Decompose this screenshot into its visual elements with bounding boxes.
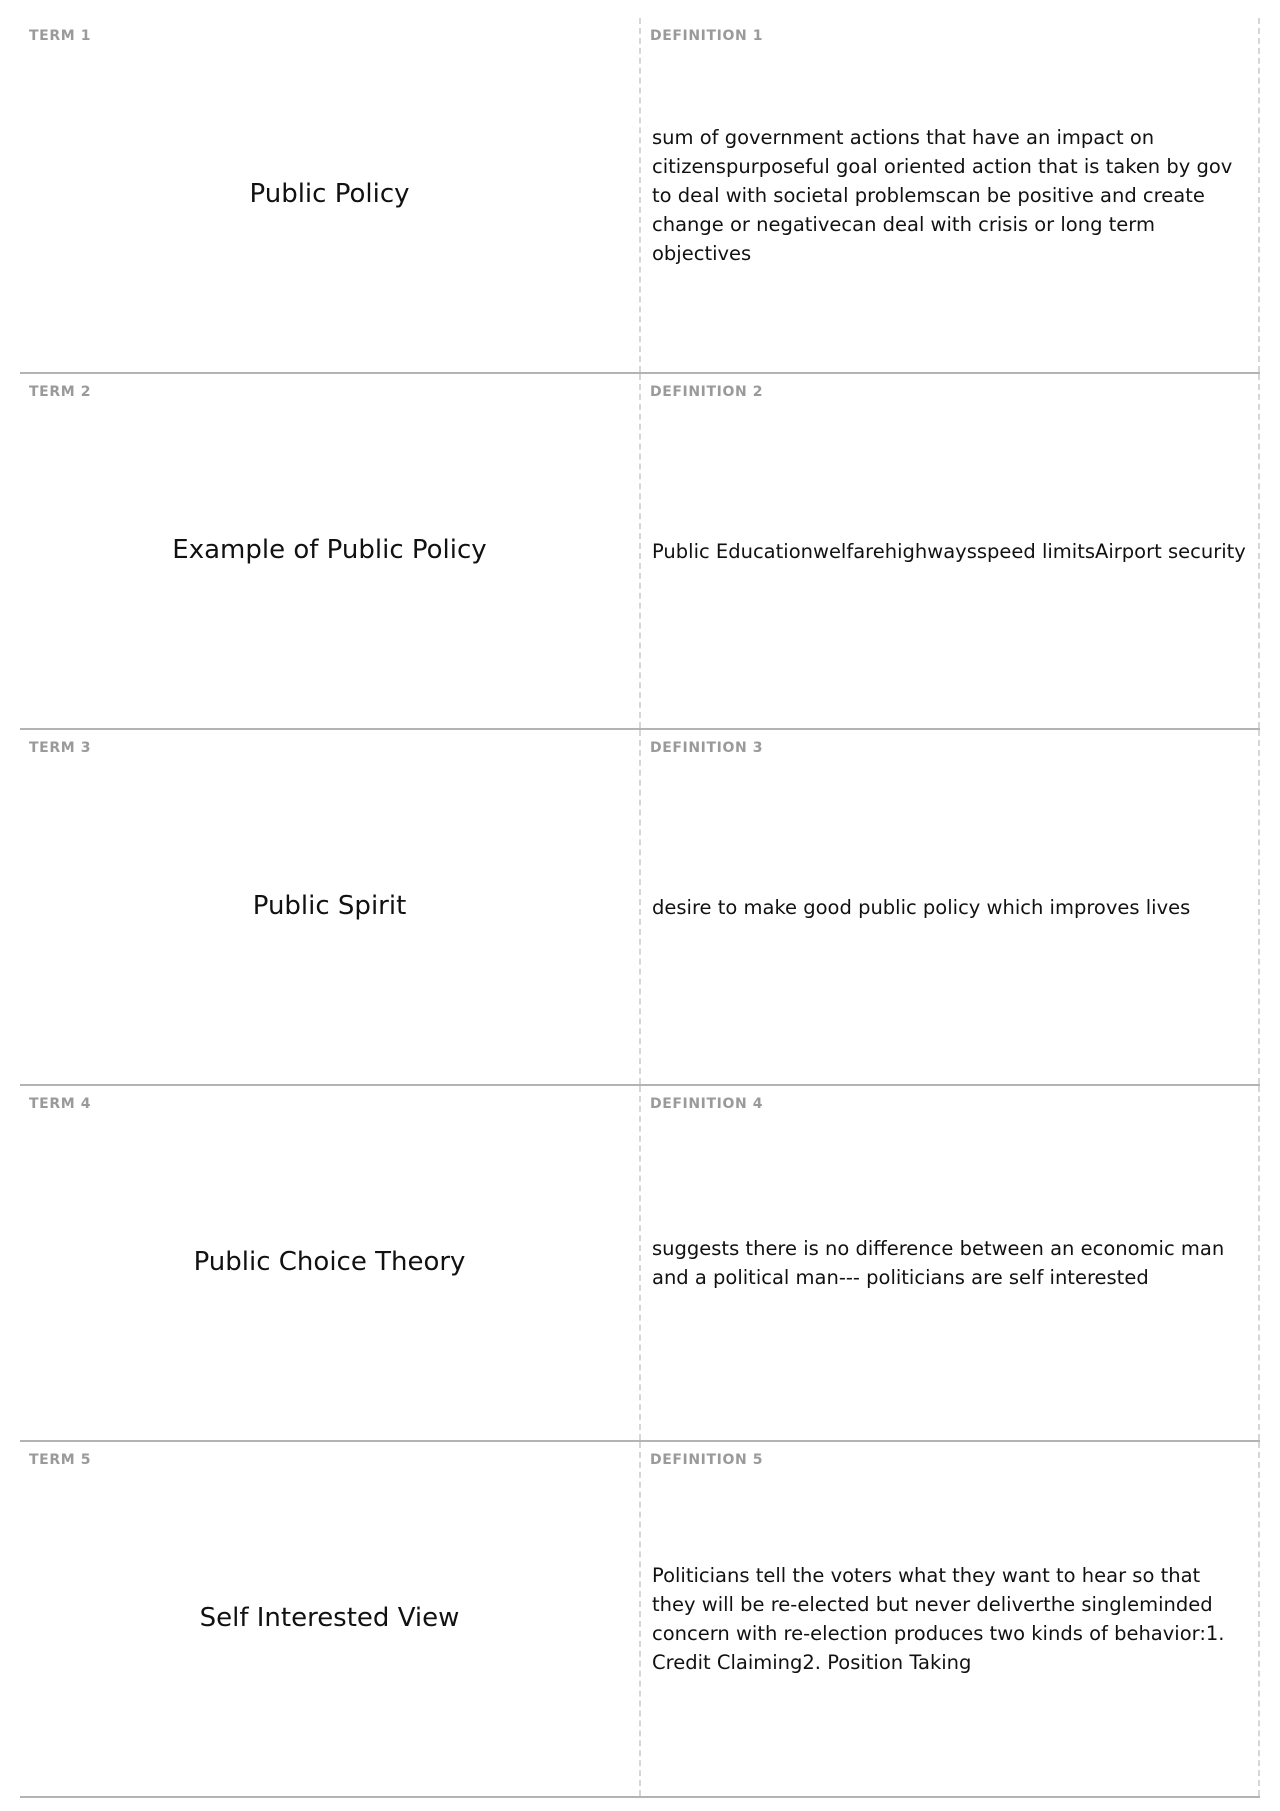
definition-text: Politicians tell the voters what they want to hear so that they will be re-elected but never deliverthe singleminded concern with re-election produces two kinds of behavior:1. Credit Claiming2. Position Taking [652,1564,1225,1674]
flashcard-row [20,374,1260,730]
definition-cell [641,1442,1260,1796]
term-cell [20,1086,641,1440]
term-text: Public Choice Theory [193,1247,466,1278]
term-label: TERM 3 [29,740,92,756]
definition-text: sum of government actions that have an impact on citizenspurposeful goal oriented action that is taken by gov to deal with societal problemscan be positive and create change or negativecan deal with crisis or long term objectives [652,125,1233,265]
term-text: Public Spirit [252,891,407,922]
term-text: Example of Public Policy [172,535,487,566]
flashcard-row [20,730,1260,1086]
term-text: Public Policy [249,179,410,210]
definition-cell [641,730,1260,1084]
definition-text: suggests there is no difference between an economic man and a political man--- politicians are self interested [652,1237,1225,1289]
definition-cell [641,374,1260,728]
definition-cell [641,1086,1260,1440]
term-label: TERM 1 [29,28,92,44]
term-cell [20,1442,641,1796]
term-label: TERM 4 [29,1096,92,1112]
flashcard-row [20,18,1260,374]
definition-text: desire to make good public policy which improves lives [652,895,1191,919]
definition-label: DEFINITION 3 [650,740,764,756]
term-cell [20,18,641,372]
definition-label: DEFINITION 4 [650,1096,764,1112]
term-label: TERM 5 [29,1452,92,1468]
definition-label: DEFINITION 5 [650,1452,764,1468]
term-cell [20,730,641,1084]
term-cell [20,374,641,728]
flashcard-row [20,1442,1260,1798]
term-text: Self Interested View [199,1603,460,1634]
definition-text: Public Educationwelfarehighwaysspeed limitsAirport security [652,539,1246,563]
definition-cell [641,18,1260,372]
flashcard-sheet [20,18,1260,1798]
term-label: TERM 2 [29,384,92,400]
definition-label: DEFINITION 1 [650,28,764,44]
definition-label: DEFINITION 2 [650,384,764,400]
flashcard-row [20,1086,1260,1442]
